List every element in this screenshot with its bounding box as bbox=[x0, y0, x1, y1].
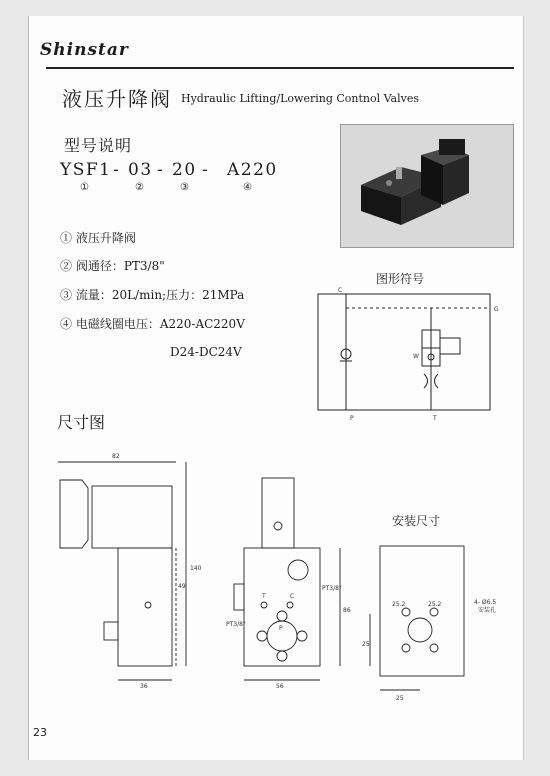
dim-pt-right: PT3/8" bbox=[322, 585, 342, 592]
dim-port-p: P bbox=[279, 625, 283, 632]
symbol-port-p: P bbox=[350, 415, 354, 422]
inst-bolt-note: 安装孔 bbox=[478, 607, 497, 614]
dim-height-total: 140 bbox=[190, 565, 202, 572]
model-code-part-4: A220 bbox=[227, 160, 278, 180]
inst-height: 25 bbox=[362, 641, 370, 648]
model-code-part-1: YSF1 bbox=[60, 160, 112, 180]
inst-d1: 25.2 bbox=[392, 601, 406, 608]
spec-item-4: ④ 电磁线圈电压：A220-AC220V bbox=[60, 317, 245, 331]
inst-bolt: 4- Ø6.5 bbox=[474, 599, 497, 606]
title-chinese: 液压升降阀 bbox=[62, 87, 172, 111]
brand-logo: Shinstar bbox=[40, 40, 129, 60]
spec-item-2: ② 阀通径：PT3/8" bbox=[60, 259, 165, 273]
inst-d2: 25.2 bbox=[428, 601, 442, 608]
spec-item-4-line2: D24-DC24V bbox=[170, 345, 242, 359]
model-marker-3: ③ bbox=[180, 182, 189, 193]
symbol-port-c: C bbox=[338, 287, 343, 294]
dimension-title: 尺寸图 bbox=[57, 413, 106, 432]
page-number: 23 bbox=[33, 726, 47, 739]
symbol-port-w: W bbox=[413, 353, 419, 360]
model-code-sep-3: - bbox=[202, 160, 210, 180]
model-marker-1: ① bbox=[80, 182, 89, 193]
dim-height-49: 49 bbox=[178, 583, 186, 590]
model-code-sep-2: - bbox=[157, 160, 165, 180]
model-marker-4: ④ bbox=[243, 182, 252, 193]
inst-width: 25 bbox=[396, 695, 404, 702]
model-code-part-2: 03 bbox=[128, 160, 153, 180]
spec-item-3: ③ 流量：20L/min;压力：21MPa bbox=[60, 288, 245, 302]
model-heading: 型号说明 bbox=[64, 136, 133, 155]
title-english: Hydraulic Lifting/Lowering Contnol Valves bbox=[181, 92, 420, 105]
dim-base-56: 56 bbox=[276, 683, 284, 690]
model-code-part-3: 20 bbox=[172, 160, 197, 180]
dim-pt-left: PT3/8" bbox=[226, 621, 246, 628]
model-code-sep-1: - bbox=[113, 160, 121, 180]
install-title: 安装尺寸 bbox=[392, 514, 441, 528]
dim-base-36: 36 bbox=[140, 683, 148, 690]
symbol-title: 图形符号 bbox=[376, 272, 425, 286]
model-marker-2: ② bbox=[135, 182, 144, 193]
dim-width-top: 82 bbox=[112, 453, 120, 460]
symbol-port-g: G bbox=[494, 306, 499, 313]
dim-height-86: 86 bbox=[343, 607, 351, 614]
dim-port-t: T bbox=[262, 593, 266, 600]
dim-port-c: C bbox=[290, 593, 295, 600]
symbol-port-t: T bbox=[433, 415, 437, 422]
spec-item-1: ① 液压升降阀 bbox=[60, 231, 136, 245]
